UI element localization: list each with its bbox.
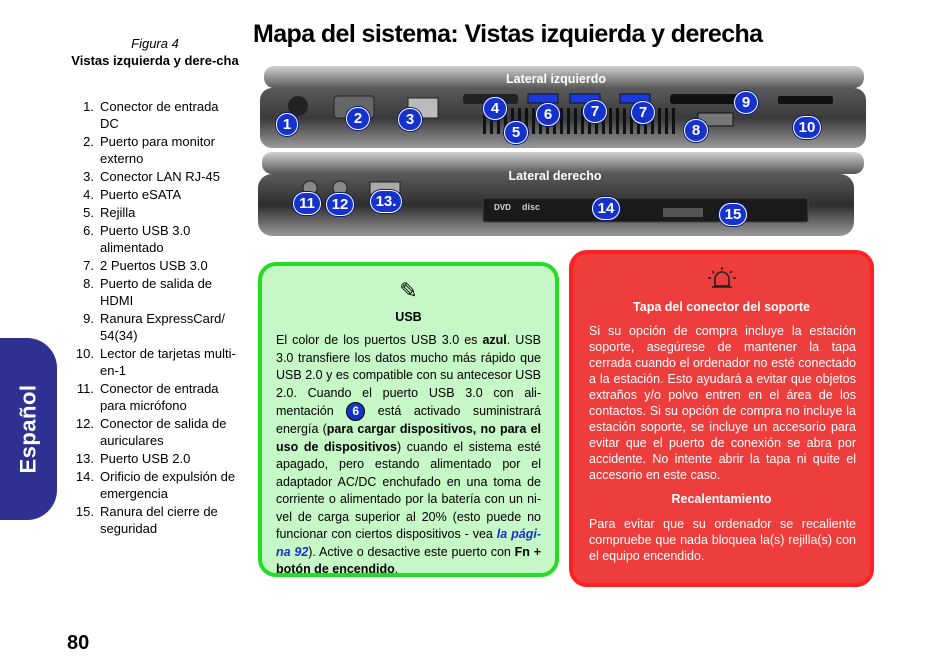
legend-text: Ranura ExpressCard/ 54(34) bbox=[100, 311, 225, 343]
port-6-badge: 6 bbox=[346, 402, 365, 421]
usb-text: . bbox=[394, 562, 399, 576]
legend-number: 2. bbox=[83, 134, 94, 149]
legend-number: 4. bbox=[83, 187, 94, 202]
legend-item bbox=[70, 468, 240, 502]
usb-note-body bbox=[276, 332, 541, 579]
callout-badge: 7 bbox=[583, 100, 607, 123]
legend-number: 1. bbox=[83, 99, 94, 114]
legend-number: 5. bbox=[83, 205, 94, 220]
legend-text: Puerto de salida de HDMI bbox=[100, 276, 213, 308]
warning-box bbox=[569, 250, 874, 587]
usb-text: ). Active o desactive este puerto con bbox=[308, 544, 515, 559]
warning-title-dock: Tapa del conector del soporte bbox=[633, 300, 810, 314]
legend-number: 15. bbox=[75, 504, 94, 519]
callout-badge: 3 bbox=[398, 108, 422, 131]
legend-item bbox=[70, 415, 240, 449]
legend-item bbox=[70, 310, 240, 344]
warning-body-dock: Si su opción de compra incluye la estación soporte, asegúrese de mantener la tapa cerrada cuando el ordenador no esté conectado a la estación. Esto ayudará a evitar que objetos extraños y/o polvo entren en el área de los contactos. Si su opción de compra no incluye la estación soporte, se incluye un accesorio para evitar que el puerto de conexión se abra por accidente. No intente abrir la tapa ni quite el accesorio en este caso. bbox=[589, 324, 856, 482]
callout-badge: 9 bbox=[734, 91, 758, 114]
legend-number: 8. bbox=[83, 276, 94, 291]
legend-number: 10. bbox=[75, 346, 94, 361]
alarm-icon-graphic bbox=[707, 266, 737, 290]
legend-number: 11. bbox=[76, 381, 94, 396]
callout-badge: 2 bbox=[346, 107, 370, 130]
disc-logo: disc bbox=[522, 202, 541, 212]
callout-badge: 10 bbox=[793, 116, 821, 139]
legend-number: 13. bbox=[75, 451, 94, 466]
warning-body-overheat: Para evitar que su ordenador se recaliente compruebe que nada bloquea la(s) rejilla(s) con el equipo encendido. bbox=[589, 517, 856, 563]
callout-badge: 8 bbox=[684, 119, 708, 142]
usb-note-title: USB bbox=[395, 310, 422, 324]
legend-text: Rejilla bbox=[100, 205, 136, 220]
legend-number: 3. bbox=[83, 169, 94, 184]
usb-text: . USB 3.0 transfiere los datos mucho más rápido que USB 2.0 y es compatible con su antecesor USB 2.0. Cuando el puerto USB 3.0 con ali-mentación bbox=[276, 333, 541, 418]
legend-item bbox=[70, 450, 240, 467]
callout-badge: 4 bbox=[483, 97, 507, 120]
alarm-icon bbox=[573, 266, 870, 296]
legend-item bbox=[70, 222, 240, 256]
legend-list bbox=[70, 98, 240, 538]
legend-text: Puerto USB 2.0 bbox=[100, 451, 191, 466]
callout-badge: 15 bbox=[719, 203, 747, 226]
legend-text: 2 Puertos USB 3.0 bbox=[100, 258, 208, 273]
legend-text: Puerto eSATA bbox=[100, 187, 182, 202]
legend-number: 14. bbox=[75, 469, 94, 484]
warning-title-overheat: Recalentamiento bbox=[671, 492, 772, 506]
callout-badge: 6 bbox=[536, 103, 560, 126]
callout-badge: 13. bbox=[370, 190, 402, 213]
legend-item bbox=[70, 186, 240, 203]
left-side-view bbox=[258, 66, 868, 150]
callout-badge: 14 bbox=[592, 197, 620, 220]
dvd-logo: DVD bbox=[494, 203, 511, 212]
usb-text: El color de los puertos USB 3.0 es bbox=[276, 333, 483, 347]
usb-note-box bbox=[258, 262, 559, 577]
callout-badge: 11 bbox=[293, 192, 321, 215]
left-view-caption: Lateral izquierdo bbox=[505, 72, 607, 86]
legend-number: 9. bbox=[83, 311, 94, 326]
legend-item bbox=[70, 503, 240, 537]
legend-number: 12. bbox=[75, 416, 94, 431]
legend-text: Puerto para monitor externo bbox=[100, 134, 215, 166]
callout-badge: 12 bbox=[326, 193, 354, 216]
right-view-caption: Lateral derecho bbox=[508, 169, 602, 183]
legend-item bbox=[70, 380, 240, 414]
legend-text: Conector LAN RJ-45 bbox=[100, 169, 220, 184]
legend-text: Lector de tarjetas multi-en-1 bbox=[100, 346, 236, 378]
legend-text: Conector de salida de auriculares bbox=[100, 416, 227, 448]
legend-number: 6. bbox=[83, 223, 94, 238]
page-title: Mapa del sistema: Vistas izquierda y derecha bbox=[253, 20, 763, 48]
legend-text: Orificio de expulsión de emergencia bbox=[100, 469, 236, 501]
page-link[interactable]: la pági-na 92 bbox=[276, 527, 541, 559]
legend-item bbox=[70, 204, 240, 221]
legend-text: Conector de entrada para micrófono bbox=[100, 381, 219, 413]
figure-label: Figura 4 bbox=[131, 36, 179, 51]
usb-text-bold: para cargar dispositivos, no para el uso de dispositivos bbox=[276, 422, 541, 454]
usb-text: está activado suministrará energía ( bbox=[276, 404, 541, 436]
usb-text-bold: azul bbox=[482, 333, 507, 347]
right-side-view bbox=[258, 152, 868, 238]
legend-item bbox=[70, 275, 240, 309]
usb-text-bold: Fn + botón de encendido bbox=[276, 544, 542, 576]
language-label: Español bbox=[15, 384, 41, 474]
legend-item bbox=[70, 98, 240, 132]
usb-text: ) cuando el sistema esté apagado, pero estando alimentado por el adaptador AC/DC enchufado en una toma de corriente o alimentado por la batería con un ni-vel de carga superior al 20% (esto puede no funcionar con ciertos dispositivos - vea bbox=[276, 439, 541, 541]
legend-item bbox=[70, 257, 240, 274]
page-number: 80 bbox=[67, 632, 90, 654]
legend-text: Conector de entrada DC bbox=[100, 99, 219, 131]
callout-badge: 1 bbox=[276, 113, 298, 136]
language-tab bbox=[0, 338, 57, 520]
callout-badge: 5 bbox=[504, 121, 528, 144]
legend-number: 7. bbox=[83, 258, 94, 273]
legend-text: Puerto USB 3.0 alimentado bbox=[100, 223, 191, 255]
legend-item bbox=[70, 133, 240, 167]
callout-badge: 7 bbox=[631, 101, 655, 124]
legend-text: Ranura del cierre de seguridad bbox=[100, 504, 218, 536]
pencil-icon: ✎ bbox=[399, 278, 418, 303]
legend-item bbox=[70, 168, 240, 185]
legend-item bbox=[70, 345, 240, 379]
figure-title: Vistas izquierda y dere-cha bbox=[71, 53, 239, 68]
